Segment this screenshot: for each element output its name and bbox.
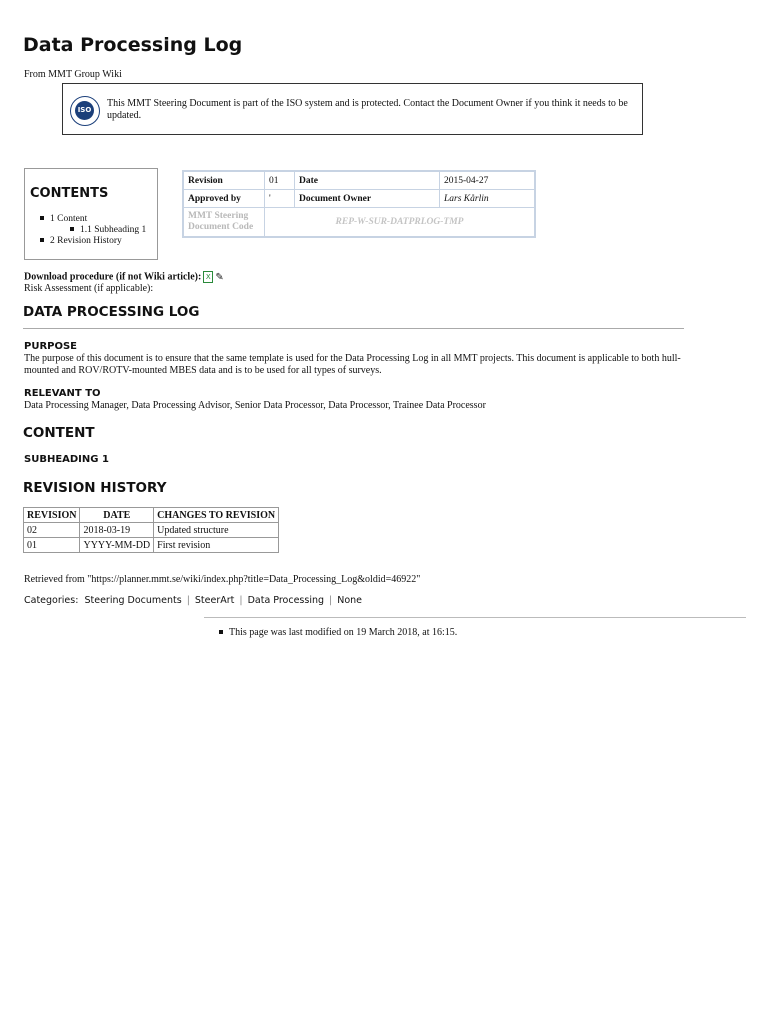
approved-by-value: ' xyxy=(265,190,295,208)
changes-cell: Updated structure xyxy=(154,523,279,538)
iso-logo-icon xyxy=(70,96,100,126)
approved-by-label: Approved by xyxy=(183,190,265,208)
date-cell: YYYY-MM-DD xyxy=(80,538,154,553)
date-cell: 2018-03-19 xyxy=(80,523,154,538)
document-code-label-line-2: Document Code xyxy=(188,222,254,232)
revision-history-heading: REVISION HISTORY xyxy=(23,480,167,496)
bullet-icon xyxy=(40,238,44,242)
toc-item-subheading-1[interactable] xyxy=(70,225,146,235)
page-title: Data Processing Log xyxy=(23,34,243,56)
category-link[interactable]: None xyxy=(337,595,363,606)
last-modified-text: This page was last modified on 19 March 2018, at 16:15. xyxy=(229,627,458,638)
purpose-text: The purpose of this document is to ensure that the same template is used for the Data Processing Log in all MMT projects. This document is applicable to both hull-mounted and ROV/ROTV-mounted MBES data and is to be used for all types of surveys. xyxy=(24,353,681,376)
purpose-heading: PURPOSE xyxy=(24,341,78,352)
revision-value: 01 xyxy=(265,171,295,190)
revision-label: Revision xyxy=(183,171,265,190)
column-header-changes: CHANGES TO REVISION xyxy=(154,508,279,523)
table-of-contents xyxy=(24,168,158,260)
column-header-revision: REVISION xyxy=(24,508,80,523)
subheading-1: SUBHEADING 1 xyxy=(24,454,109,465)
document-code-label xyxy=(183,208,265,238)
bullet-icon xyxy=(70,227,74,231)
document-owner-label: Document Owner xyxy=(295,190,440,208)
date-label: Date xyxy=(295,171,440,190)
last-modified-line xyxy=(219,627,457,638)
table-header-row xyxy=(24,508,279,523)
changes-cell: First revision xyxy=(154,538,279,553)
content-heading: CONTENT xyxy=(23,425,95,441)
risk-assessment-line: Risk Assessment (if applicable): xyxy=(24,283,154,294)
revision-history-table xyxy=(23,507,279,553)
excel-file-icon[interactable]: X xyxy=(203,271,213,283)
download-procedure-label: Download procedure (if not Wiki article): xyxy=(24,271,202,283)
bullet-icon xyxy=(40,216,44,220)
relevant-to-heading: RELEVANT TO xyxy=(24,388,101,399)
retrieved-from-line: Retrieved from "https://planner.mmt.se/wiki/index.php?title=Data_Processing_Log&oldid=46922" xyxy=(24,574,421,585)
pencil-icon[interactable]: ✎ xyxy=(215,271,224,283)
category-separator: | xyxy=(329,595,333,606)
document-owner-value: Lars Kårlin xyxy=(440,190,536,208)
category-separator: | xyxy=(239,595,243,606)
document-code-value: REP-W-SUR-DATPRLOG-TMP xyxy=(265,208,536,238)
table-row xyxy=(24,538,279,553)
download-procedure-line xyxy=(24,271,224,283)
revision-cell: 01 xyxy=(24,538,80,553)
toc-item-label[interactable]: 1 Content xyxy=(50,214,88,224)
category-link[interactable]: Steering Documents xyxy=(84,595,182,606)
revision-cell: 02 xyxy=(24,523,80,538)
toc-item-revision-history[interactable] xyxy=(40,236,122,246)
table-row xyxy=(24,523,279,538)
date-value: 2015-04-27 xyxy=(440,171,536,190)
toc-item-label[interactable]: 2 Revision History xyxy=(50,236,122,246)
iso-notice-box xyxy=(62,83,643,135)
section-divider xyxy=(23,328,684,329)
categories-label: Categories: xyxy=(24,595,79,606)
document-info-table xyxy=(182,170,536,238)
iso-logo-text: ISO xyxy=(75,101,94,120)
source-subtitle: From MMT Group Wiki xyxy=(24,69,122,80)
category-link[interactable]: Data Processing xyxy=(247,595,325,606)
relevant-to-text: Data Processing Manager, Data Processing Advisor, Senior Data Processor, Data Processor, Trainee Data Processor xyxy=(24,400,486,411)
document-code-label-line-1: MMT Steering xyxy=(188,211,249,221)
main-section-heading: DATA PROCESSING LOG xyxy=(23,304,200,320)
iso-notice-text: This MMT Steering Document is part of the ISO system and is protected. Contact the Document Owner if you think it needs to be updated. xyxy=(107,98,628,121)
categories-bar xyxy=(24,595,362,606)
bullet-icon xyxy=(219,630,223,634)
toc-item-content[interactable] xyxy=(40,214,87,224)
category-link[interactable]: SteerArt xyxy=(194,595,235,606)
column-header-date: DATE xyxy=(80,508,154,523)
toc-title: CONTENTS xyxy=(30,186,109,201)
toc-item-label[interactable]: 1.1 Subheading 1 xyxy=(80,225,147,235)
footer-divider xyxy=(204,617,746,618)
category-separator: | xyxy=(186,595,190,606)
